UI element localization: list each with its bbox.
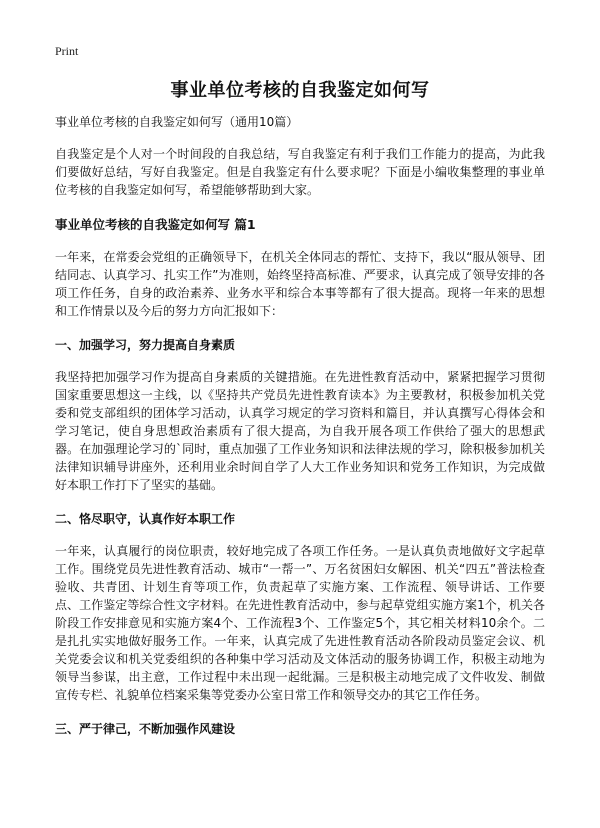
heading-study: 一、加强学习，努力提高自身素质 xyxy=(55,338,236,352)
document-subtitle: 事业单位考核的自我鉴定如何写（通用10篇） xyxy=(55,115,299,129)
paragraph-study: 我坚持把加强学习作为提高自身素质的关键措施。在先进性教育活动中，紧紧把握学习贯彻国家重要思想这一主线，以《坚持共产党员先进性教育读本》为主要教材，积极参加机关党委和党支部组织的团体学习活动，认真学习规定的学习资料和篇目，并认真撰写心得体会和学习笔记，使自身思想政治素质有了很大提高，为自我开展各项工作供给了强大的思想武器。在加强理论学习的`同时，重点加强了工作业务知识和法律法规的学习，除积极参加机关法律知识辅导讲座外，还利用业余时间自学了人大工作业务知识和党务工作知识，为完成做好本职工作打下了坚实的基础。 xyxy=(55,370,545,492)
print-link[interactable]: Print xyxy=(55,44,79,58)
document-title: 事业单位考核的自我鉴定如何写 xyxy=(170,80,430,101)
heading-duty: 二、恪尽职守，认真作好本职工作 xyxy=(55,512,236,526)
paragraph-duty: 一年来，认真履行的岗位职责，较好地完成了各项工作任务。一是认真负责地做好文字起草工作。围绕党员先进性教育活动、城市“一帮一”、万名贫困妇女解困、机关“四五”普法检查验收、共青团、计划生育等项工作，负责起草了实施方案、工作流程、领导讲话、工作要点、工作鉴定等综合性文字材料。在先进性教育活动中，参与起草党组实施方案1个，机关各阶段工作安排意见和实施方案4个、工作流程3个、工作鉴定5个，其它相关材料10余个。二是扎扎实实地做好服务工作。一年来，认真完成了先进性教育活动各阶段动员鉴定会议、机关党委会议和机关党委组织的各种集中学习活动及文体活动的服务协调工作，积极主动地为领导当参谋，出主意，工作过程中未出现一起纰漏。三是积极主动地完成了文件收发、制做宣传专栏、礼貌单位档案采集等党委办公室日常工作和领导交办的其它工作任务。 xyxy=(55,544,545,702)
intro-paragraph: 自我鉴定是个人对一个时间段的自我总结，写自我鉴定有利于我们工作能力的提高，为此我们要做好总结，写好自我鉴定。但是自我鉴定有什么要求呢？下面是小编收集整理的事业单位考核的自我鉴定如何写，希望能够帮助到大家。 xyxy=(55,147,545,197)
opening-paragraph: 一年来，在常委会党组的正确领导下，在机关全体同志的帮忙、支持下，我以“服从领导、团结同志、认真学习、扎实工作”为准则，始终坚持高标准、严要求，认真完成了领导安排的各项工作任务，自身的政治素养、业务水平和综合本事等都有了很大提高。现将一年来的思想和工作情景以及今后的努力方向汇报如下： xyxy=(55,250,545,318)
section-heading: 事业单位考核的自我鉴定如何写 篇1 xyxy=(55,217,256,232)
heading-discipline: 三、严于律己，不断加强作风建设 xyxy=(55,722,236,736)
